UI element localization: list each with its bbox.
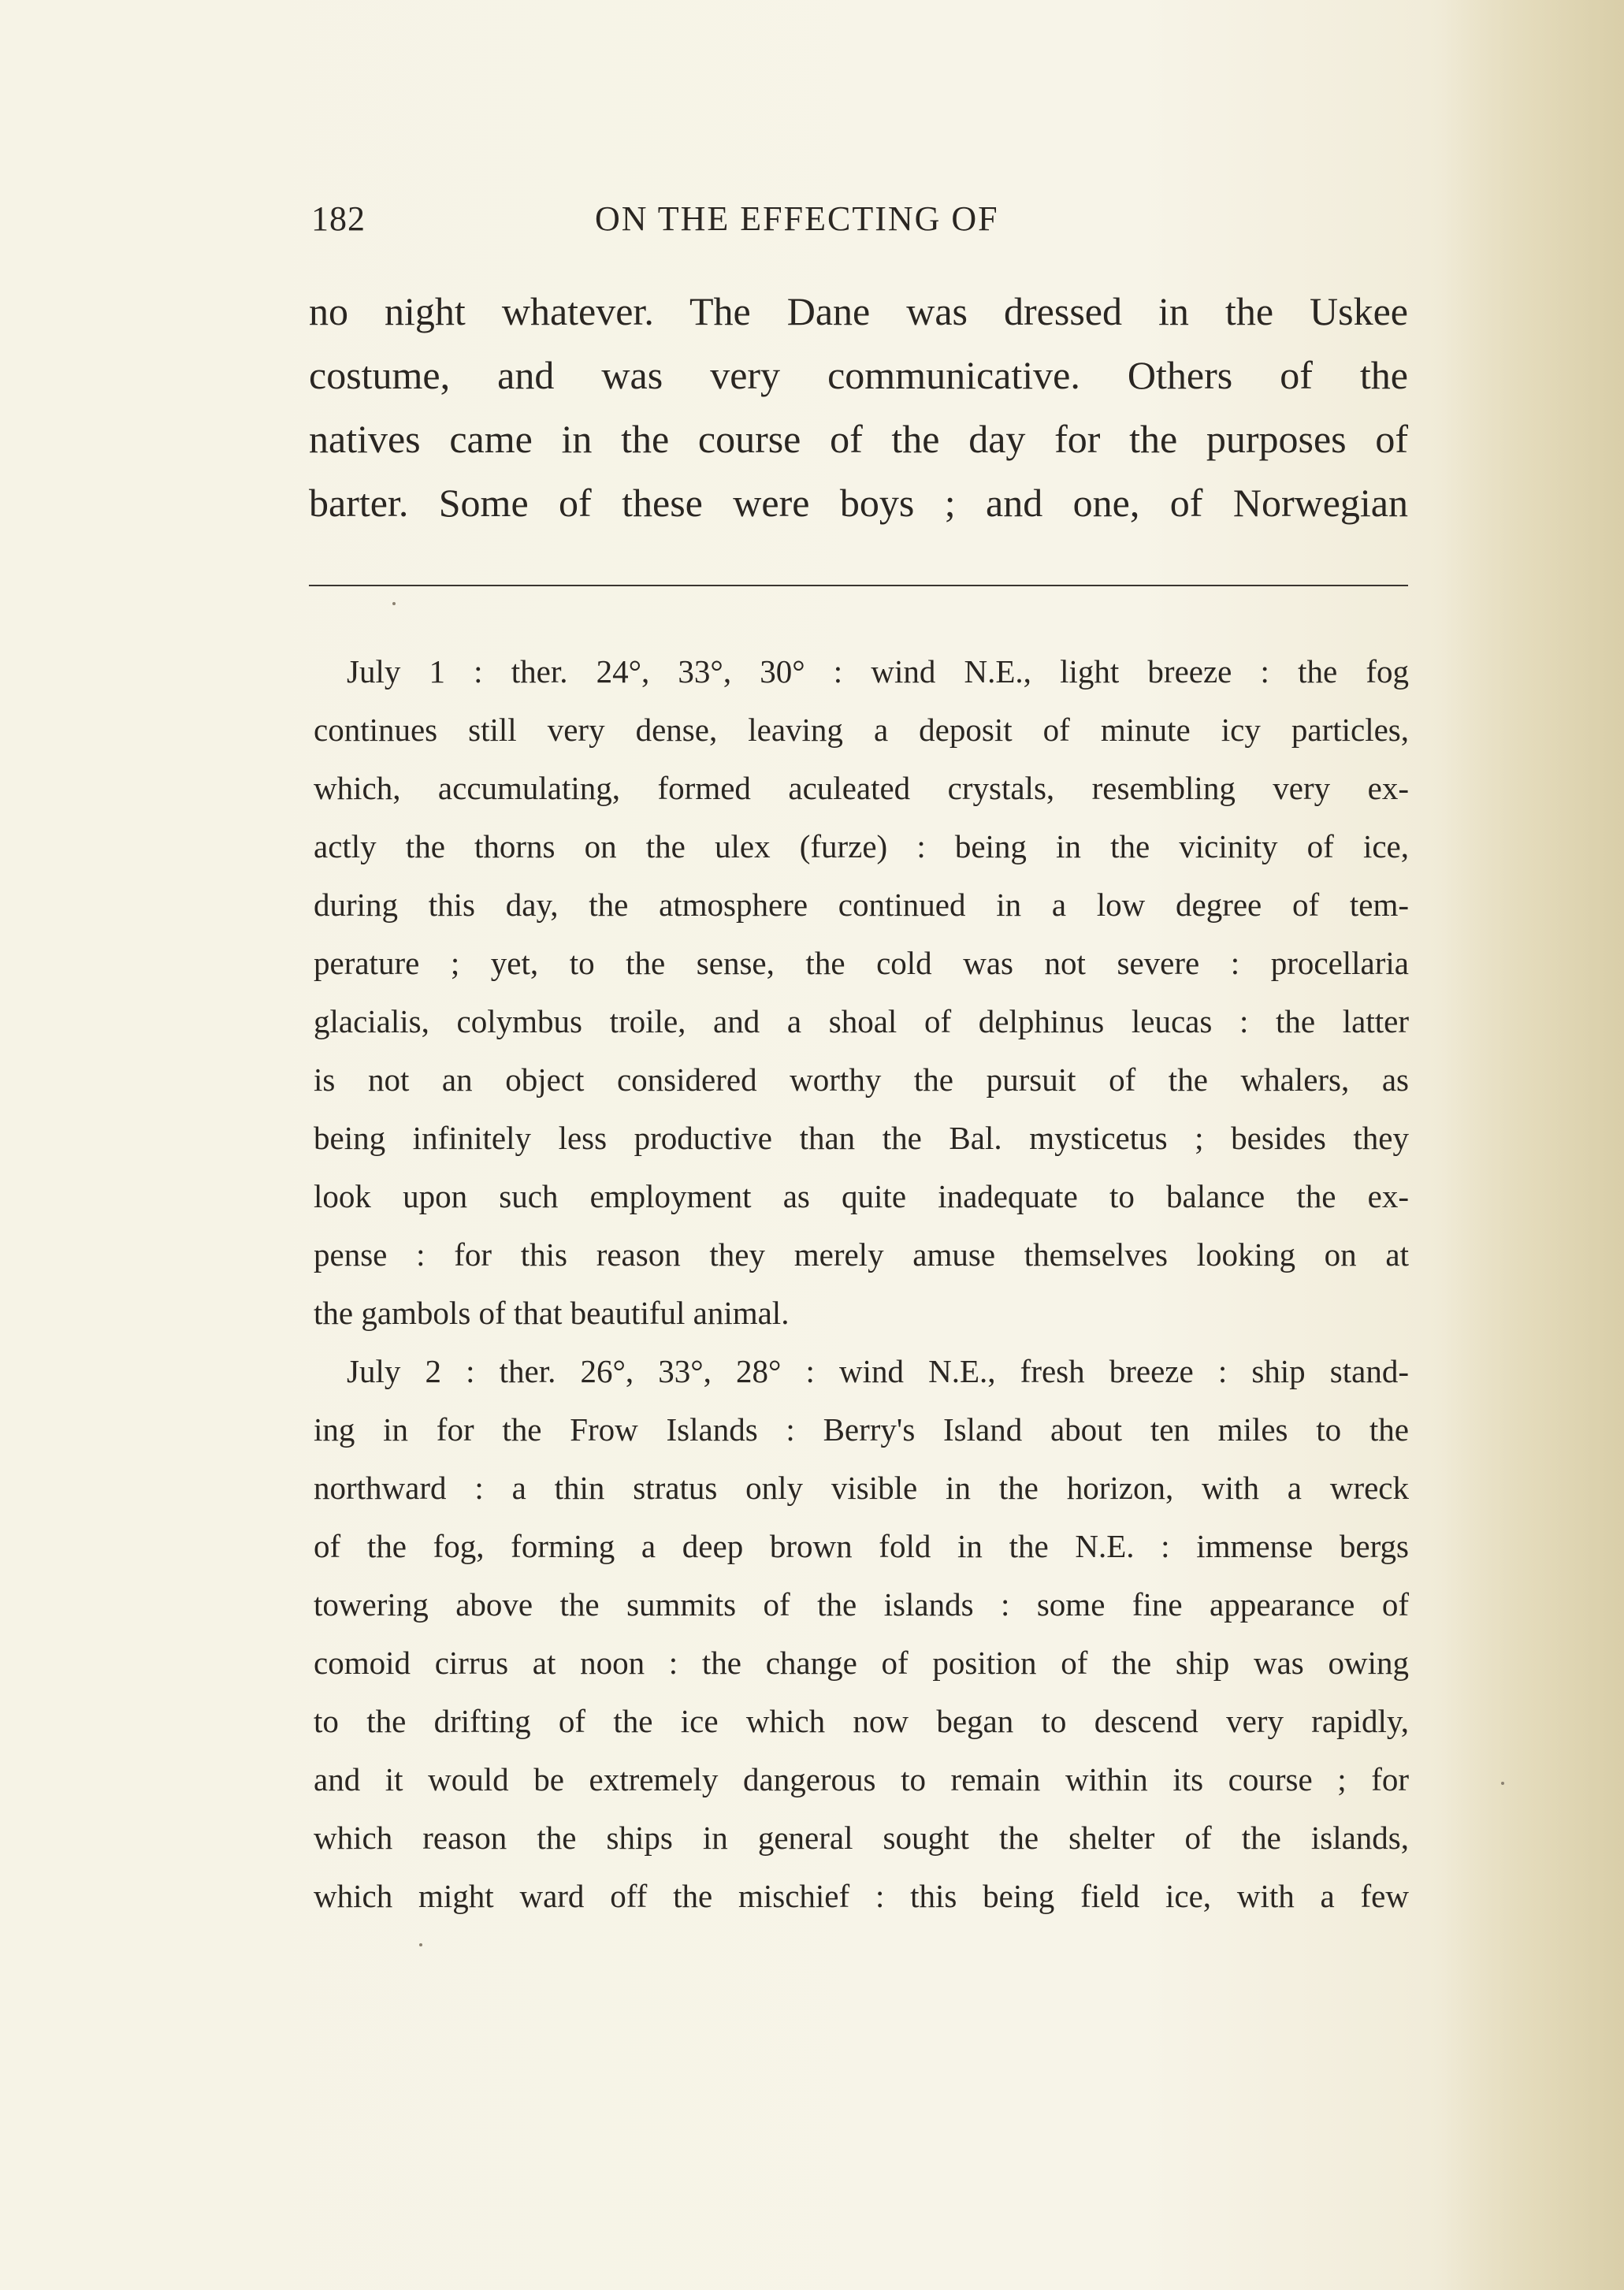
footnote-line: July 1 : ther. 24°, 33°, 30° : wind N.E., light breeze : the fog xyxy=(347,653,1409,690)
footnote-line: and it would be extremely dangerous to remain within its course ; for xyxy=(314,1761,1409,1797)
main-text-line: costume, and was very communicative. Others of the xyxy=(309,353,1408,397)
footnote-line: July 2 : ther. 26°, 33°, 28° : wind N.E., fresh breeze : ship stand- xyxy=(347,1353,1409,1389)
page-number: 182 xyxy=(311,199,366,238)
footnote-line: ing in for the Frow Islands : Berry's Island about ten miles to the xyxy=(314,1411,1409,1448)
footnote-line: the gambols of that beautiful animal. xyxy=(314,1295,790,1331)
paper-speck xyxy=(419,1943,422,1946)
main-text-line: natives came in the course of the day for the purposes of xyxy=(309,417,1408,461)
footnote-line: look upon such employment as quite inadequate to balance the ex- xyxy=(314,1178,1409,1214)
main-text xyxy=(309,280,1408,535)
footnote-line: actly the thorns on the ulex (furze) : being in the vicinity of ice, xyxy=(314,828,1409,864)
footnote-rule xyxy=(309,585,1408,586)
footnote-line: pense : for this reason they merely amuse themselves looking on at xyxy=(314,1236,1409,1273)
footnote-line: during this day, the atmosphere continued in a low degree of tem- xyxy=(314,887,1409,923)
footnote-line: northward : a thin stratus only visible in the horizon, with a wreck xyxy=(314,1470,1409,1506)
footnote-line: which might ward off the mischief : this being field ice, with a few xyxy=(314,1878,1409,1914)
footnote-line: to the drifting of the ice which now began to descend very rapidly, xyxy=(314,1703,1409,1739)
footnote-line: comoid cirrus at noon : the change of position of the ship was owing xyxy=(314,1645,1409,1681)
main-text-line: barter. Some of these were boys ; and one, of Norwegian xyxy=(309,481,1408,525)
footnote-line: towering above the summits of the islands : some fine appearance of xyxy=(314,1586,1409,1623)
running-head xyxy=(311,199,1410,246)
footnote-paragraph-july-2 xyxy=(314,1342,1409,1925)
footnote-line: which, accumulating, formed aculeated crystals, resembling very ex- xyxy=(314,770,1409,806)
running-head-title: ON THE EFFECTING OF xyxy=(595,199,999,238)
footnote xyxy=(314,642,1409,1925)
footnote-line: glacialis, colymbus troile, and a shoal of delphinus leucas : the latter xyxy=(314,1003,1409,1039)
footnote-paragraph-july-1 xyxy=(314,642,1409,1342)
paper-speck xyxy=(392,602,396,605)
main-text-line: no night whatever. The Dane was dressed in the Uskee xyxy=(309,289,1408,333)
footnote-line: of the fog, forming a deep brown fold in the N.E. : immense bergs xyxy=(314,1528,1409,1564)
paper-speck xyxy=(1501,1782,1504,1785)
footnote-line: perature ; yet, to the sense, the cold was not severe : procellaria xyxy=(314,945,1409,981)
footnote-line: is not an object considered worthy the pursuit of the whalers, as xyxy=(314,1061,1409,1098)
footnote-line: being infinitely less productive than the Bal. mysticetus ; besides they xyxy=(314,1120,1409,1156)
footnote-line: which reason the ships in general sought the shelter of the islands, xyxy=(314,1820,1409,1856)
footnote-line: continues still very dense, leaving a deposit of minute icy particles, xyxy=(314,712,1409,748)
page-fold-shadow xyxy=(1443,0,1624,2290)
